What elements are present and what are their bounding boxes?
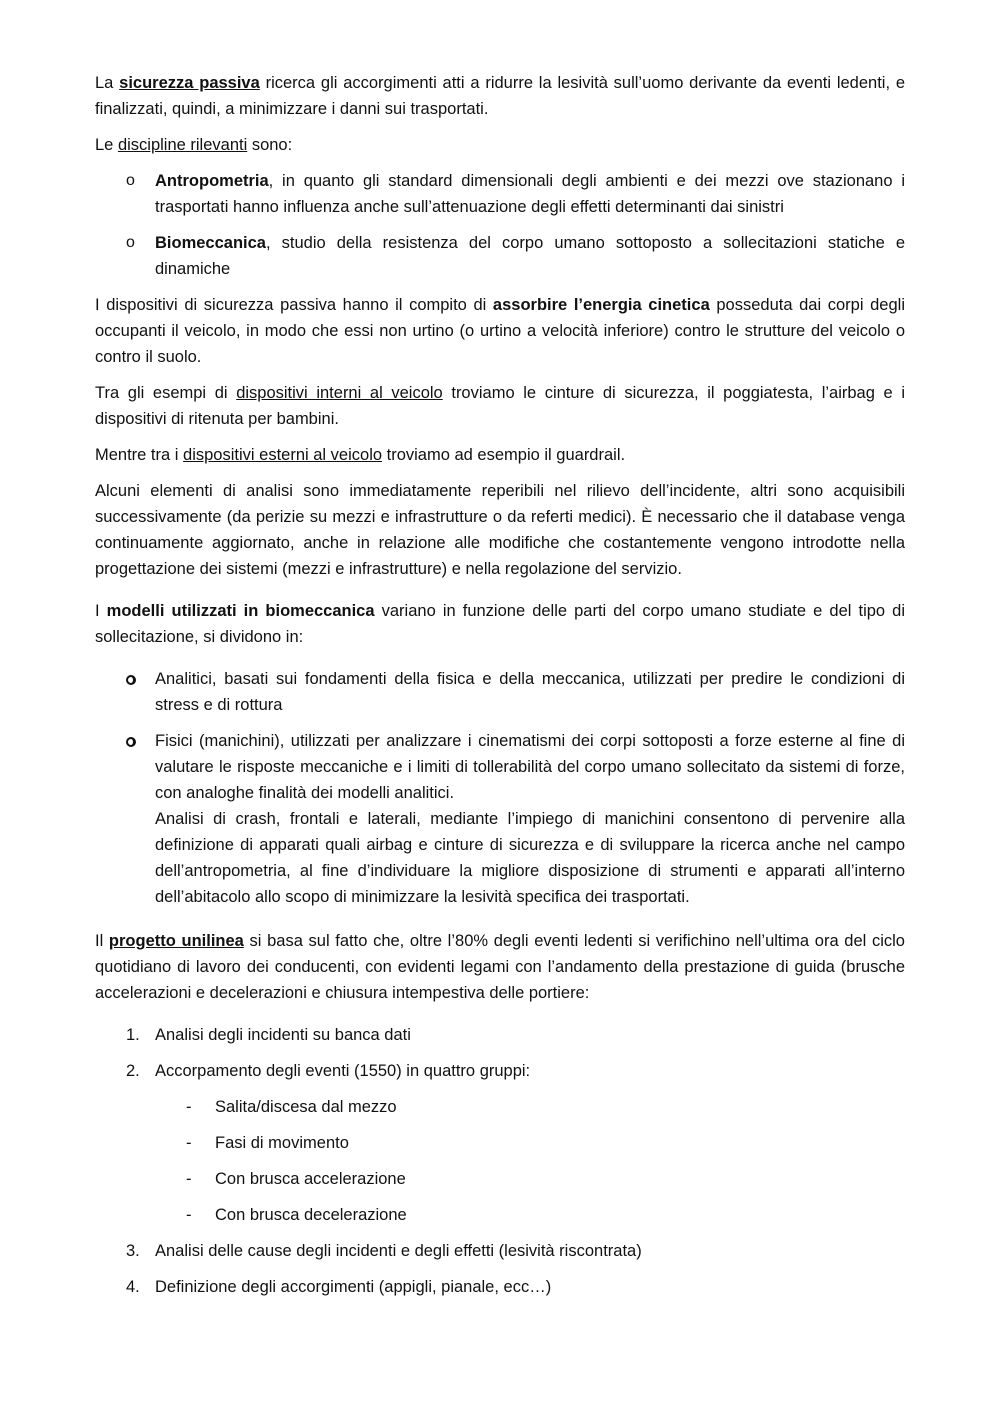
term-discipline-rilevanti: discipline rilevanti: [117, 136, 248, 154]
text-run: ricerca gli accorgimenti atti a ridurre la lesività sull’uomo derivante da eventi ledenti, e finalizzati, quindi, a minimizzare i danni sui trasportati.: [95, 74, 906, 118]
text-run: Fisici (manichini), utilizzati per analizzare i cinematismi dei corpi sottoposti a forze esterne al fine di valutare le risposte meccaniche e i limiti di tollerabilità del corpo umano sollecitato da sistemi di forze, con analoghe finalità dei modelli analitici.: [155, 732, 905, 802]
dash-marker: -: [186, 1170, 192, 1188]
term-biomeccanica: Biomeccanica: [155, 234, 266, 252]
text-run: I dispositivi di sicurezza passiva hanno il compito di: [95, 296, 493, 314]
step-number: 3.: [126, 1242, 140, 1260]
step-number: 4.: [126, 1278, 140, 1296]
text-run: , in quanto gli standard dimensionali degli ambienti e dei mezzi ove stazionano i trasportati hanno influenza anche sull’attenuazione degli effetti determinanti dai sinistri: [155, 172, 905, 216]
term-sicurezza-passiva: sicurezza passiva: [119, 74, 260, 92]
text-run: sono:: [247, 136, 293, 154]
group-item: Con brusca decelerazione: [215, 1206, 407, 1224]
text-run: La: [95, 74, 120, 92]
bullet-o-marker: o: [126, 172, 135, 189]
text-run: si basa sul fatto che, oltre l’80% degli eventi ledenti si verifichino nell’ultima ora del ciclo quotidiano di lavoro dei conducenti, con evidenti legami con l’andamento della prestazione di guida (brusche accelerazioni e decelerazioni e chiusura intempestiva delle portiere:: [95, 932, 905, 1002]
paragraph-passive-safety: [95, 70, 905, 122]
text-run: variano in funzione delle parti del corpo umano studiate e del tipo di sollecitazione, si dividono in:: [95, 602, 906, 646]
group-item: Con brusca accelerazione: [215, 1170, 406, 1188]
paragraph-external-devices: [95, 442, 905, 468]
paragraph-passive-devices: [95, 292, 905, 370]
text-run: Il: [95, 932, 109, 950]
text-run: Tra gli esempi di: [95, 384, 237, 402]
text-run: troviamo le cinture di sicurezza, il poggiatesta, l’airbag e i dispositivi di ritenuta per bambini.: [95, 384, 905, 428]
text-run: I: [95, 602, 107, 620]
group-item: Salita/discesa dal mezzo: [215, 1098, 397, 1116]
list-item-biomeccanica: [155, 230, 905, 282]
text-run: posseduta dai corpi degli occupanti il veicolo, in modo che essi non urtino (o urtino a velocità inferiore) contro le strutture del veicolo o contro il suolo.: [95, 296, 905, 366]
paragraph-analysis-elements: Alcuni elementi di analisi sono immediatamente reperibili nel rilievo dell’incidente, altri sono acquisibili successivamente (da perizie su mezzi e infrastrutture o da referti medici). È necessario che il database venga continuamente aggiornato, anche in relazione alle modifiche che costantemente vengono introdotte nella progettazione dei sistemi (mezzi e infrastrutture) e nella regolazione del servizio.: [95, 482, 905, 578]
step-item: Definizione degli accorgimenti (appigli, pianale, ecc…): [155, 1278, 552, 1296]
term-dispositivi-esterni: dispositivi esterni al veicolo: [183, 446, 383, 464]
list-item-analitici: Analitici, basati sui fondamenti della fisica e della meccanica, utilizzati per predire le condizioni di stress e di rottura: [155, 670, 905, 714]
dash-marker: -: [186, 1206, 192, 1224]
term-energia-cinetica: assorbire l’energia cinetica: [492, 296, 710, 314]
text-run: troviamo ad esempio il guardrail.: [382, 446, 626, 464]
step-item: Analisi degli incidenti su banca dati: [155, 1026, 411, 1044]
term-modelli-biomeccanica: modelli utilizzati in biomeccanica: [106, 602, 375, 620]
step-item: Analisi delle cause degli incidenti e degli effetti (lesività riscontrata): [155, 1242, 642, 1260]
term-antropometria: Antropometria: [155, 172, 269, 190]
text-run-crash-analysis: Analisi di crash, frontali e laterali, mediante l’impiego di manichini consentono di pervenire alla definizione di apparati quali airbag e cinture di sicurezza e di sviluppare la ricerca anche nel campo dell’antropometria, al fine d’individuare la migliore disposizione di strumenti e apparati all’interno dell’abitacolo allo scopo di minimizzare la lesività specifica dei trasportati.: [155, 810, 905, 906]
paragraph-internal-devices: [95, 380, 905, 432]
paragraph-biomechanics-models: [95, 598, 905, 650]
list-item-fisici: [155, 728, 905, 910]
step-item: Accorpamento degli eventi (1550) in quattro gruppi:: [155, 1062, 531, 1080]
dash-marker: -: [186, 1134, 192, 1152]
text-run: Mentre tra i: [95, 446, 184, 464]
text-run: , studio della resistenza del corpo umano sottoposto a sollecitazioni statiche e dinamiche: [155, 234, 905, 278]
group-item: Fasi di movimento: [215, 1134, 349, 1152]
list-item-antropometria: [155, 168, 905, 220]
bullet-o-marker: o: [126, 234, 135, 251]
step-number: 2.: [126, 1062, 140, 1080]
text-run: Le: [95, 136, 118, 154]
bullet-ring-marker: [126, 675, 136, 685]
dash-marker: -: [186, 1098, 192, 1116]
term-progetto-unilinea: progetto unilinea: [108, 932, 244, 950]
paragraph-disciplines-intro: [95, 132, 905, 158]
bullet-ring-marker: [126, 737, 136, 747]
term-dispositivi-interni: dispositivi interni al veicolo: [236, 384, 443, 402]
step-number: 1.: [126, 1026, 140, 1044]
paragraph-progetto-unilinea: [95, 928, 905, 1006]
